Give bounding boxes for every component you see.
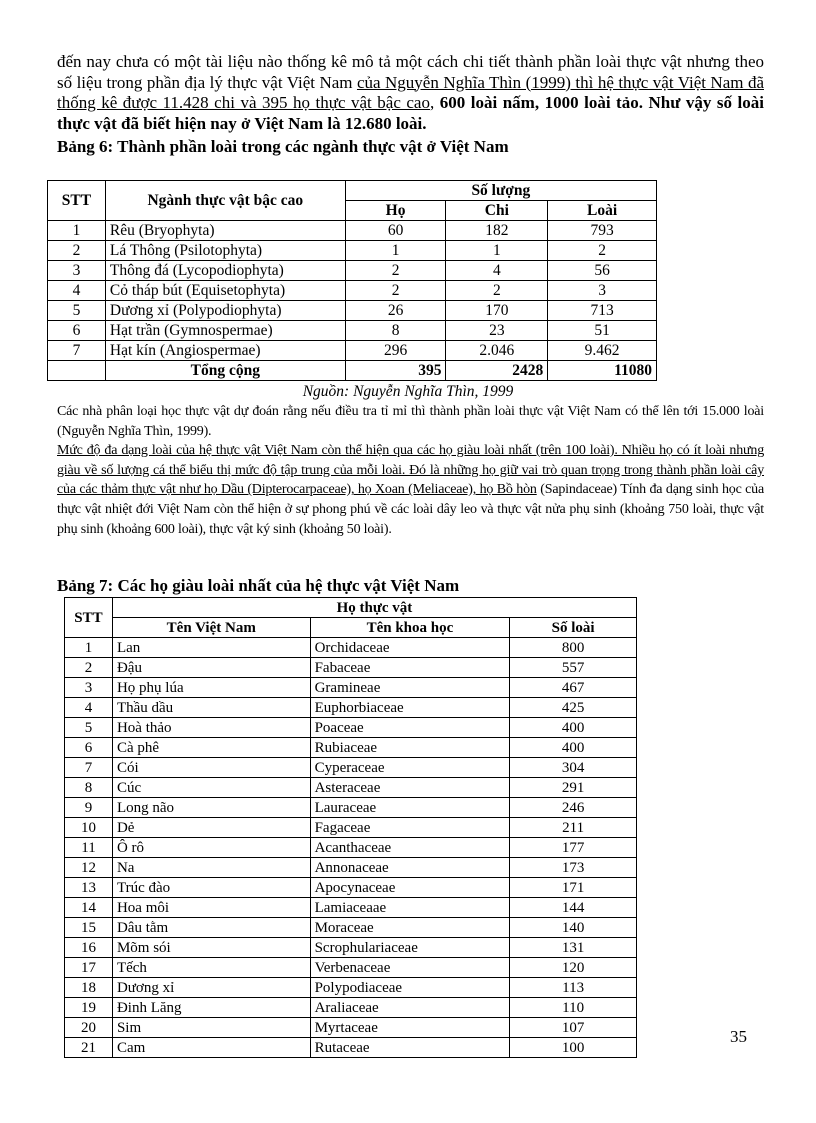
table7 — [64, 597, 637, 1058]
table6-cell-chi: 182 — [446, 221, 548, 241]
table7-cell-stt: 13 — [65, 878, 113, 898]
table7-row — [65, 838, 637, 858]
table7-cell-vn: Mõm sói — [112, 938, 310, 958]
table7-cell-vn: Hoa môi — [112, 898, 310, 918]
table7-cell-count: 800 — [510, 638, 637, 658]
table7-row — [65, 958, 637, 978]
table6-cell-ho: 2 — [345, 261, 446, 281]
table7-cell-stt: 16 — [65, 938, 113, 958]
table7-cell-sci: Apocynaceae — [310, 878, 510, 898]
table6-cell-chi: 2 — [446, 281, 548, 301]
table7-row — [65, 918, 637, 938]
table7-cell-vn: Cà phê — [112, 738, 310, 758]
table7-cell-count: 113 — [510, 978, 637, 998]
table6-row — [48, 241, 657, 261]
table6-total-loai: 11080 — [548, 361, 657, 381]
table6-cell-loai: 2 — [548, 241, 657, 261]
table6-caption: Bảng 6: Thành phần loài trong các ngành thực vật ở Việt Nam — [57, 137, 509, 156]
table6-cell-stt: 3 — [48, 261, 106, 281]
table7-cell-sci: Acanthaceae — [310, 838, 510, 858]
table7-cell-count: 140 — [510, 918, 637, 938]
table7-cell-sci: Cyperaceae — [310, 758, 510, 778]
diversity-text: (Sapindaceae) Tính đa dạng sinh học của thực vật nhiệt đới Việt Nam còn thể hiện ở sự phong phú về các loài dây leo và thực vật nửa phụ sinh (khoảng 750 loài, thực vật phụ sinh (khoảng 600 loài), thực vật ký sinh (khoảng 50 loài). — [57, 482, 764, 537]
table6-cell-stt: 6 — [48, 321, 106, 341]
table7-cell-count: 171 — [510, 878, 637, 898]
table7-row — [65, 718, 637, 738]
table6-header-stt: STT — [48, 181, 106, 221]
table6-header-nganh: Ngành thực vật bậc cao — [105, 181, 345, 221]
table7-cell-count: 177 — [510, 838, 637, 858]
table7-cell-count: 131 — [510, 938, 637, 958]
table6-header-loai: Loài — [548, 201, 657, 221]
table7-cell-vn: Thầu dầu — [112, 698, 310, 718]
table7-cell-count: 211 — [510, 818, 637, 838]
table7-row — [65, 898, 637, 918]
table7-row — [65, 638, 637, 658]
table7-cell-vn: Hoà thảo — [112, 718, 310, 738]
table7-cell-sci: Fabaceae — [310, 658, 510, 678]
table6-cell-name: Hạt kín (Angiospermae) — [105, 341, 345, 361]
table6-row — [48, 221, 657, 241]
table6-cell-ho: 60 — [345, 221, 446, 241]
table6-cell-loai: 3 — [548, 281, 657, 301]
table7-header-stt: STT — [65, 598, 113, 638]
table7-cell-sci: Lauraceae — [310, 798, 510, 818]
table7-row — [65, 798, 637, 818]
table6-cell-loai: 713 — [548, 301, 657, 321]
table7-cell-count: 557 — [510, 658, 637, 678]
table7-cell-vn: Tếch — [112, 958, 310, 978]
table6-cell-chi: 2.046 — [446, 341, 548, 361]
table7-cell-sci: Orchidaceae — [310, 638, 510, 658]
table7-cell-stt: 17 — [65, 958, 113, 978]
table7-row — [65, 978, 637, 998]
table6-cell-stt: 4 — [48, 281, 106, 301]
table7-cell-vn: Đậu — [112, 658, 310, 678]
table6-cell-name: Cỏ tháp bút (Equisetophyta) — [105, 281, 345, 301]
table7-cell-count: 291 — [510, 778, 637, 798]
table7-cell-stt: 1 — [65, 638, 113, 658]
table7-cell-sci: Annonaceae — [310, 858, 510, 878]
table7-cell-count: 304 — [510, 758, 637, 778]
table6-cell-stt: 5 — [48, 301, 106, 321]
table7-cell-stt: 2 — [65, 658, 113, 678]
table6-cell-stt: 1 — [48, 221, 106, 241]
table7-cell-vn: Cam — [112, 1038, 310, 1058]
table7-cell-count: 110 — [510, 998, 637, 1018]
table6-cell-loai: 51 — [548, 321, 657, 341]
table7-header-vn: Tên Việt Nam — [112, 618, 310, 638]
table6-cell-ho: 8 — [345, 321, 446, 341]
table7-cell-count: 425 — [510, 698, 637, 718]
table6-total-chi: 2428 — [446, 361, 548, 381]
table7-cell-sci: Gramineae — [310, 678, 510, 698]
table7-cell-sci: Moraceae — [310, 918, 510, 938]
table6-header-ho: Họ — [345, 201, 446, 221]
table7-cell-count: 173 — [510, 858, 637, 878]
table6-row — [48, 301, 657, 321]
table7-cell-sci: Euphorbiaceae — [310, 698, 510, 718]
table7-cell-sci: Rutaceae — [310, 1038, 510, 1058]
table7-row — [65, 818, 637, 838]
table6-cell-name: Lá Thông (Psilotophyta) — [105, 241, 345, 261]
intro-bold-text: 600 loài nấm, 1000 loài tảo. Như vậy số loài thực vật đã biết hiện nay ở Việt Nam là 12.680 loài. — [57, 93, 764, 133]
table7-cell-count: 120 — [510, 958, 637, 978]
table7-header-sci: Tên khoa học — [310, 618, 510, 638]
intro-underlined-text: của Nguyễn Nghĩa Thìn (1999) thì hệ thực vật Việt Nam đã thống kê được 11.428 chi và 395 họ thực vật bậc cao — [57, 72, 764, 112]
table6-cell-ho: 1 — [345, 241, 446, 261]
table6 — [47, 180, 657, 381]
table7-cell-count: 144 — [510, 898, 637, 918]
table7-cell-vn: Ô rô — [112, 838, 310, 858]
table6-row — [48, 281, 657, 301]
table7-cell-count: 246 — [510, 798, 637, 818]
table7-cell-sci: Lamiaceaae — [310, 898, 510, 918]
table6-total-row — [48, 361, 657, 381]
table7-cell-stt: 6 — [65, 738, 113, 758]
table6-cell-name: Rêu (Bryophyta) — [105, 221, 345, 241]
table7-cell-count: 107 — [510, 1018, 637, 1038]
table7-cell-sci: Scrophulariaceae — [310, 938, 510, 958]
diversity-underlined-text: Mức độ đa dạng loài của hệ thực vật Việt Nam còn thể hiện qua các họ giàu loài nhất (trên 100 loài). Nhiều họ có ít loài nhưng giàu về số lượng cá thể biểu thị mức độ tập trung của mỗi loài. Đó là những họ giữ vai trò quan trọng trong thành phần loài cây của các thảm thực vật như họ Dầu (Dipterocarpaceae), họ Xoan (Meliaceae), họ Bồ hòn — [57, 443, 764, 498]
table7-cell-sci: Asteraceae — [310, 778, 510, 798]
table7-row — [65, 1018, 637, 1038]
intro-separator: , — [429, 93, 440, 112]
table7-cell-stt: 11 — [65, 838, 113, 858]
table7-cell-stt: 7 — [65, 758, 113, 778]
table7-row — [65, 698, 637, 718]
table7-row — [65, 878, 637, 898]
table7-cell-stt: 5 — [65, 718, 113, 738]
table7-cell-stt: 12 — [65, 858, 113, 878]
table6-row — [48, 261, 657, 281]
table7-cell-vn: Dương xỉ — [112, 978, 310, 998]
table6-cell-chi: 23 — [446, 321, 548, 341]
table7-cell-sci: Araliaceae — [310, 998, 510, 1018]
table7-cell-stt: 14 — [65, 898, 113, 918]
table6-row — [48, 341, 657, 361]
table6-cell-ho: 296 — [345, 341, 446, 361]
table7-caption: Bảng 7: Các họ giàu loài nhất của hệ thực vật Việt Nam — [57, 576, 460, 595]
table7-cell-stt: 8 — [65, 778, 113, 798]
table7-cell-stt: 20 — [65, 1018, 113, 1038]
table6-cell-ho: 26 — [345, 301, 446, 321]
table6-cell-ho: 2 — [345, 281, 446, 301]
table7-cell-vn: Cúc — [112, 778, 310, 798]
table7-cell-stt: 9 — [65, 798, 113, 818]
table7-cell-stt: 4 — [65, 698, 113, 718]
table7-cell-vn: Sim — [112, 1018, 310, 1038]
intro-text: đến nay chưa có một tài liệu nào thống kê mô tả một cách chi tiết thành phần loài thực vật nhưng theo số liệu trong phần địa lý thực vật Việt Nam — [57, 52, 764, 92]
table7-row — [65, 998, 637, 1018]
table7-cell-vn: Trúc đào — [112, 878, 310, 898]
table6-cell-name: Dương xỉ (Polypodiophyta) — [105, 301, 345, 321]
table7-cell-stt: 3 — [65, 678, 113, 698]
table7-row — [65, 658, 637, 678]
table7-cell-stt: 18 — [65, 978, 113, 998]
table6-cell-stt: 7 — [48, 341, 106, 361]
table7-header-count: Số loài — [510, 618, 637, 638]
table7-cell-sci: Verbenaceae — [310, 958, 510, 978]
table7-row — [65, 778, 637, 798]
table7-cell-sci: Polypodiaceae — [310, 978, 510, 998]
table7-row — [65, 858, 637, 878]
table7-cell-sci: Fagaceae — [310, 818, 510, 838]
table6-header-chi: Chi — [446, 201, 548, 221]
table6-cell-name: Hạt trần (Gymnospermae) — [105, 321, 345, 341]
table7-cell-vn: Dâu tằm — [112, 918, 310, 938]
table6-cell-loai: 56 — [548, 261, 657, 281]
table6-cell-name: Thông đá (Lycopodiophyta) — [105, 261, 345, 281]
table7-header-group: Họ thực vật — [112, 598, 636, 618]
table7-row — [65, 738, 637, 758]
table6-cell-loai: 9.462 — [548, 341, 657, 361]
table6-cell-stt: 2 — [48, 241, 106, 261]
intro-paragraph — [57, 52, 764, 134]
table7-row — [65, 1038, 637, 1058]
table7-cell-stt: 10 — [65, 818, 113, 838]
diversity-paragraph — [57, 441, 764, 540]
table7-cell-vn: Đinh Lăng — [112, 998, 310, 1018]
table7-cell-stt: 15 — [65, 918, 113, 938]
table7-cell-vn: Long não — [112, 798, 310, 818]
table7-cell-vn: Lan — [112, 638, 310, 658]
table6-cell-chi: 1 — [446, 241, 548, 261]
table7-cell-sci: Rubiaceae — [310, 738, 510, 758]
table6-cell-loai: 793 — [548, 221, 657, 241]
table7-cell-sci: Myrtaceae — [310, 1018, 510, 1038]
table7-cell-vn: Họ phụ lúa — [112, 678, 310, 698]
table7-row — [65, 678, 637, 698]
table6-source: Nguồn: Nguyễn Nghĩa Thìn, 1999 — [302, 383, 514, 400]
page-number: 35 — [730, 1027, 747, 1046]
table7-cell-stt: 19 — [65, 998, 113, 1018]
table7-cell-vn: Dẻ — [112, 818, 310, 838]
table7-cell-count: 400 — [510, 718, 637, 738]
table6-cell-chi: 170 — [446, 301, 548, 321]
table7-cell-sci: Poaceae — [310, 718, 510, 738]
table6-cell-chi: 4 — [446, 261, 548, 281]
table7-cell-stt: 21 — [65, 1038, 113, 1058]
table7-cell-count: 400 — [510, 738, 637, 758]
table6-row — [48, 321, 657, 341]
table7-row — [65, 938, 637, 958]
table6-header-soluong: Số lượng — [345, 181, 656, 201]
table7-row — [65, 758, 637, 778]
table6-total-label: Tổng cộng — [105, 361, 345, 381]
prediction-paragraph: Các nhà phân loại học thực vật dự đoán rằng nếu điều tra tỉ mỉ thì thành phần loài thực vật Việt Nam có thể lên tới 15.000 loài (Nguyễn Nghĩa Thìn, 1999). — [57, 404, 764, 439]
table6-total-empty — [48, 361, 106, 381]
table7-cell-count: 100 — [510, 1038, 637, 1058]
table7-cell-vn: Na — [112, 858, 310, 878]
table7-cell-vn: Cói — [112, 758, 310, 778]
table6-total-ho: 395 — [345, 361, 446, 381]
table7-cell-count: 467 — [510, 678, 637, 698]
